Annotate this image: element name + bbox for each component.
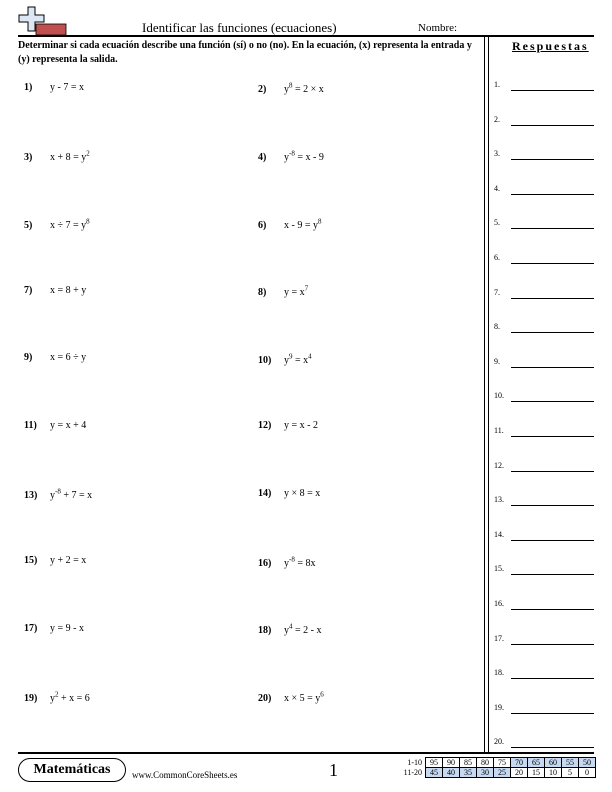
answer-line[interactable] bbox=[494, 80, 594, 94]
equation-text: y bbox=[284, 151, 289, 163]
answer-line[interactable] bbox=[494, 703, 594, 717]
answer-number: 7. bbox=[494, 287, 500, 297]
equation-text: y = x + 4 bbox=[50, 420, 87, 431]
equation-text: = 2 × x bbox=[292, 84, 324, 96]
problem-number: 12) bbox=[258, 420, 272, 431]
problem-item bbox=[258, 488, 478, 499]
equation-text: x - 9 = y bbox=[284, 219, 318, 231]
score-row bbox=[398, 768, 596, 778]
answer-line[interactable] bbox=[494, 737, 594, 751]
worksheet-title: Identificar las funciones (ecuaciones) bbox=[142, 20, 337, 35]
score-range-label: 11-20 bbox=[403, 768, 422, 777]
score-row bbox=[398, 758, 596, 768]
answers-title: Respuestas bbox=[512, 39, 589, 53]
score-cell: 85 bbox=[460, 758, 477, 768]
answer-blank[interactable] bbox=[511, 159, 594, 160]
equation-exponent: 6 bbox=[320, 690, 324, 699]
answer-blank[interactable] bbox=[511, 263, 594, 264]
name-label: Nombre: bbox=[418, 22, 458, 34]
answer-blank[interactable] bbox=[511, 574, 594, 575]
equation-text: y bbox=[284, 84, 289, 96]
answer-number: 15. bbox=[494, 564, 504, 574]
answer-number: 11. bbox=[494, 426, 504, 435]
problem-number: 18) bbox=[258, 625, 272, 637]
equation-text: + x = 6 bbox=[58, 692, 90, 704]
equation-text: x ÷ 7 = y bbox=[50, 219, 87, 231]
score-cell: 65 bbox=[528, 758, 545, 768]
problem-item bbox=[258, 690, 478, 703]
problem-equation bbox=[284, 420, 318, 431]
answer-blank[interactable] bbox=[511, 332, 594, 333]
score-cell: 45 bbox=[426, 768, 443, 778]
equation-exponent: 9 bbox=[289, 352, 293, 361]
answer-blank[interactable] bbox=[511, 194, 594, 195]
problem-equation bbox=[284, 690, 324, 704]
answer-blank[interactable] bbox=[511, 678, 594, 679]
answer-blank[interactable] bbox=[511, 228, 594, 229]
problem-equation bbox=[284, 488, 320, 499]
page-number: 1 bbox=[329, 760, 338, 780]
score-cell: 25 bbox=[494, 768, 511, 778]
answer-column-divider-inner bbox=[488, 35, 489, 752]
problem-number: 1) bbox=[24, 82, 33, 93]
problem-number: 4) bbox=[258, 151, 267, 163]
answer-blank[interactable] bbox=[511, 90, 594, 91]
problem-number: 6) bbox=[258, 219, 267, 231]
equation-text: = x bbox=[292, 354, 309, 366]
equation-text: = x - 9 bbox=[294, 151, 324, 163]
answer-number: 16. bbox=[494, 599, 504, 608]
equation-text: y - 7 = x bbox=[50, 82, 84, 93]
equation-exponent: 2 bbox=[86, 149, 90, 158]
equation-text: x × 5 = y bbox=[284, 692, 321, 704]
problem-number: 9) bbox=[24, 352, 33, 364]
answer-number: 3. bbox=[494, 149, 500, 159]
problem-item bbox=[258, 352, 478, 365]
problem-item bbox=[24, 420, 244, 431]
problem-equation bbox=[284, 217, 322, 231]
answer-number: 10. bbox=[494, 391, 504, 401]
problem-equation bbox=[50, 555, 86, 566]
equation-exponent: 8 bbox=[317, 217, 322, 226]
answer-blank[interactable] bbox=[511, 644, 594, 645]
problem-equation bbox=[50, 690, 90, 704]
answer-number: 4. bbox=[494, 183, 500, 193]
problem-number: 17) bbox=[24, 622, 38, 634]
equation-text: = 8x bbox=[294, 557, 316, 569]
footer-divider bbox=[18, 752, 594, 754]
answer-number: 20. bbox=[494, 737, 504, 747]
problem-item bbox=[24, 217, 244, 230]
equation-text: y = x bbox=[284, 287, 305, 299]
answer-line[interactable] bbox=[494, 184, 594, 198]
score-cell: 75 bbox=[494, 758, 511, 768]
problem-equation bbox=[50, 623, 84, 634]
answer-blank[interactable] bbox=[511, 505, 594, 506]
score-cell: 80 bbox=[477, 758, 494, 768]
equation-exponent: 7 bbox=[304, 284, 309, 293]
equation-text: x = 6 ÷ y bbox=[50, 352, 87, 364]
answer-number: 6. bbox=[494, 253, 500, 262]
answer-blank[interactable] bbox=[511, 540, 594, 541]
instructions: Determinar si cada ecuación describe una función (sí) o no (no). En la ecuación, (x) representa la entrada y (y) representa la salida. bbox=[18, 40, 472, 65]
problem-number: 14) bbox=[258, 487, 272, 499]
problem-number: 8) bbox=[258, 287, 267, 299]
answer-line[interactable] bbox=[494, 149, 594, 163]
answer-number: 9. bbox=[494, 356, 500, 366]
answer-blank[interactable] bbox=[511, 125, 594, 126]
equation-text: y bbox=[284, 625, 289, 637]
equation-text: y bbox=[50, 692, 55, 704]
answer-blank[interactable] bbox=[511, 713, 594, 714]
problem-number: 15) bbox=[24, 555, 38, 567]
answer-number: 19. bbox=[494, 702, 504, 712]
problem-item bbox=[24, 488, 244, 501]
equation-text: y × 8 = x bbox=[284, 487, 321, 499]
problem-equation bbox=[50, 285, 86, 296]
problem-number: 2) bbox=[258, 84, 267, 96]
answer-line[interactable] bbox=[494, 599, 594, 613]
problem-number: 13) bbox=[24, 489, 38, 501]
answer-line[interactable] bbox=[494, 668, 594, 682]
answer-number: 13. bbox=[494, 495, 504, 505]
problem-number: 19) bbox=[24, 692, 38, 704]
score-table bbox=[398, 757, 596, 778]
answer-number: 14. bbox=[494, 529, 504, 539]
answer-blank[interactable] bbox=[511, 609, 594, 610]
score-cell: 15 bbox=[528, 768, 545, 778]
score-cell: 10 bbox=[545, 768, 562, 778]
problem-item bbox=[24, 690, 244, 703]
score-cell: 60 bbox=[545, 758, 562, 768]
equation-text: y = 9 - x bbox=[50, 622, 84, 634]
equation-exponent: 8 bbox=[86, 217, 90, 226]
problem-item bbox=[24, 623, 244, 634]
equation-text: + 7 = x bbox=[60, 489, 93, 501]
answer-line[interactable] bbox=[494, 218, 594, 232]
problem-item bbox=[24, 285, 244, 296]
answer-blank[interactable] bbox=[511, 436, 594, 437]
answer-line[interactable] bbox=[494, 288, 594, 302]
answer-line[interactable] bbox=[494, 391, 594, 405]
equation-exponent: 4 bbox=[289, 622, 293, 631]
answer-blank[interactable] bbox=[511, 401, 594, 402]
answer-line[interactable] bbox=[494, 530, 594, 544]
problem-equation bbox=[284, 284, 309, 299]
equation-text: y = x - 2 bbox=[284, 420, 318, 431]
site-url: www.CommonCoreSheets.es bbox=[132, 770, 238, 780]
problem-number: 20) bbox=[258, 692, 272, 704]
problem-item bbox=[258, 150, 478, 163]
answer-number: 18. bbox=[494, 668, 504, 678]
answer-number: 5. bbox=[494, 218, 500, 228]
problem-equation bbox=[50, 82, 84, 93]
equation-text: = 2 - x bbox=[292, 625, 322, 637]
problem-item bbox=[258, 420, 478, 431]
plus-sign-logo-icon bbox=[18, 6, 68, 36]
problem-item bbox=[258, 217, 478, 230]
answer-line[interactable] bbox=[494, 322, 594, 336]
answer-blank[interactable] bbox=[511, 367, 594, 368]
equation-text: y bbox=[50, 489, 55, 501]
problem-item bbox=[24, 150, 244, 163]
answer-blank[interactable] bbox=[511, 471, 594, 472]
equation-exponent: 8 bbox=[289, 82, 293, 90]
equation-text: x + 8 = y bbox=[50, 151, 87, 163]
answer-line[interactable] bbox=[494, 634, 594, 648]
answer-line[interactable] bbox=[494, 495, 594, 509]
answer-line[interactable] bbox=[494, 115, 594, 129]
score-cell: 90 bbox=[443, 758, 460, 768]
problem-number: 10) bbox=[258, 354, 272, 366]
problem-number: 3) bbox=[24, 151, 33, 163]
answer-number: 17. bbox=[494, 633, 504, 643]
equation-exponent: -8 bbox=[289, 555, 295, 564]
problem-number: 16) bbox=[258, 557, 272, 569]
answer-line[interactable] bbox=[494, 426, 594, 440]
problem-equation bbox=[50, 149, 90, 163]
answer-number: 2. bbox=[494, 114, 500, 124]
problem-equation bbox=[50, 217, 90, 231]
problem-item bbox=[258, 285, 478, 298]
problem-number: 5) bbox=[24, 219, 33, 231]
answer-number: 8. bbox=[494, 322, 500, 332]
score-range-label: 1-10 bbox=[407, 758, 422, 767]
answer-column-divider bbox=[484, 35, 485, 752]
score-cell: 50 bbox=[579, 758, 596, 768]
problem-equation bbox=[50, 352, 86, 363]
subject-badge: Matemáticas bbox=[18, 758, 126, 782]
problem-item bbox=[24, 82, 244, 93]
answer-blank[interactable] bbox=[511, 747, 594, 748]
score-cell: 35 bbox=[460, 768, 477, 778]
score-cell: 95 bbox=[426, 758, 443, 768]
score-cell: 0 bbox=[579, 768, 596, 778]
score-cell: 5 bbox=[562, 768, 579, 778]
problem-equation bbox=[50, 487, 93, 501]
equation-text: x = 8 + y bbox=[50, 284, 87, 296]
problem-equation bbox=[284, 352, 312, 366]
problem-item bbox=[258, 82, 478, 95]
answer-line[interactable] bbox=[494, 253, 594, 267]
answer-number: 12. bbox=[494, 460, 504, 470]
problem-equation bbox=[50, 420, 86, 431]
problem-item bbox=[24, 352, 244, 363]
answer-line[interactable] bbox=[494, 357, 594, 371]
problem-equation bbox=[284, 555, 316, 569]
equation-text: y + 2 = x bbox=[50, 555, 87, 567]
equation-exponent: -8 bbox=[55, 487, 61, 496]
problem-equation bbox=[284, 622, 322, 637]
answer-line[interactable] bbox=[494, 564, 594, 578]
score-cell: 20 bbox=[511, 768, 528, 778]
problem-item bbox=[258, 623, 478, 636]
equation-text: y bbox=[284, 354, 289, 366]
problem-number: 11) bbox=[24, 420, 37, 431]
header-divider bbox=[18, 35, 594, 37]
problem-equation bbox=[284, 149, 324, 163]
equation-exponent: 2 bbox=[55, 690, 59, 699]
score-cell: 30 bbox=[477, 768, 494, 778]
score-cell: 40 bbox=[443, 768, 460, 778]
problem-item bbox=[258, 555, 478, 568]
score-cell: 70 bbox=[511, 758, 528, 768]
score-cell: 55 bbox=[562, 758, 579, 768]
equation-exponent: 4 bbox=[308, 352, 312, 361]
answer-number: 1. bbox=[494, 80, 500, 89]
equation-text: y bbox=[284, 557, 289, 569]
answer-blank[interactable] bbox=[511, 298, 594, 299]
equation-exponent: -8 bbox=[289, 149, 295, 158]
answer-line[interactable] bbox=[494, 461, 594, 475]
problem-item bbox=[24, 555, 244, 566]
problem-number: 7) bbox=[24, 284, 33, 296]
problem-equation bbox=[284, 84, 324, 95]
